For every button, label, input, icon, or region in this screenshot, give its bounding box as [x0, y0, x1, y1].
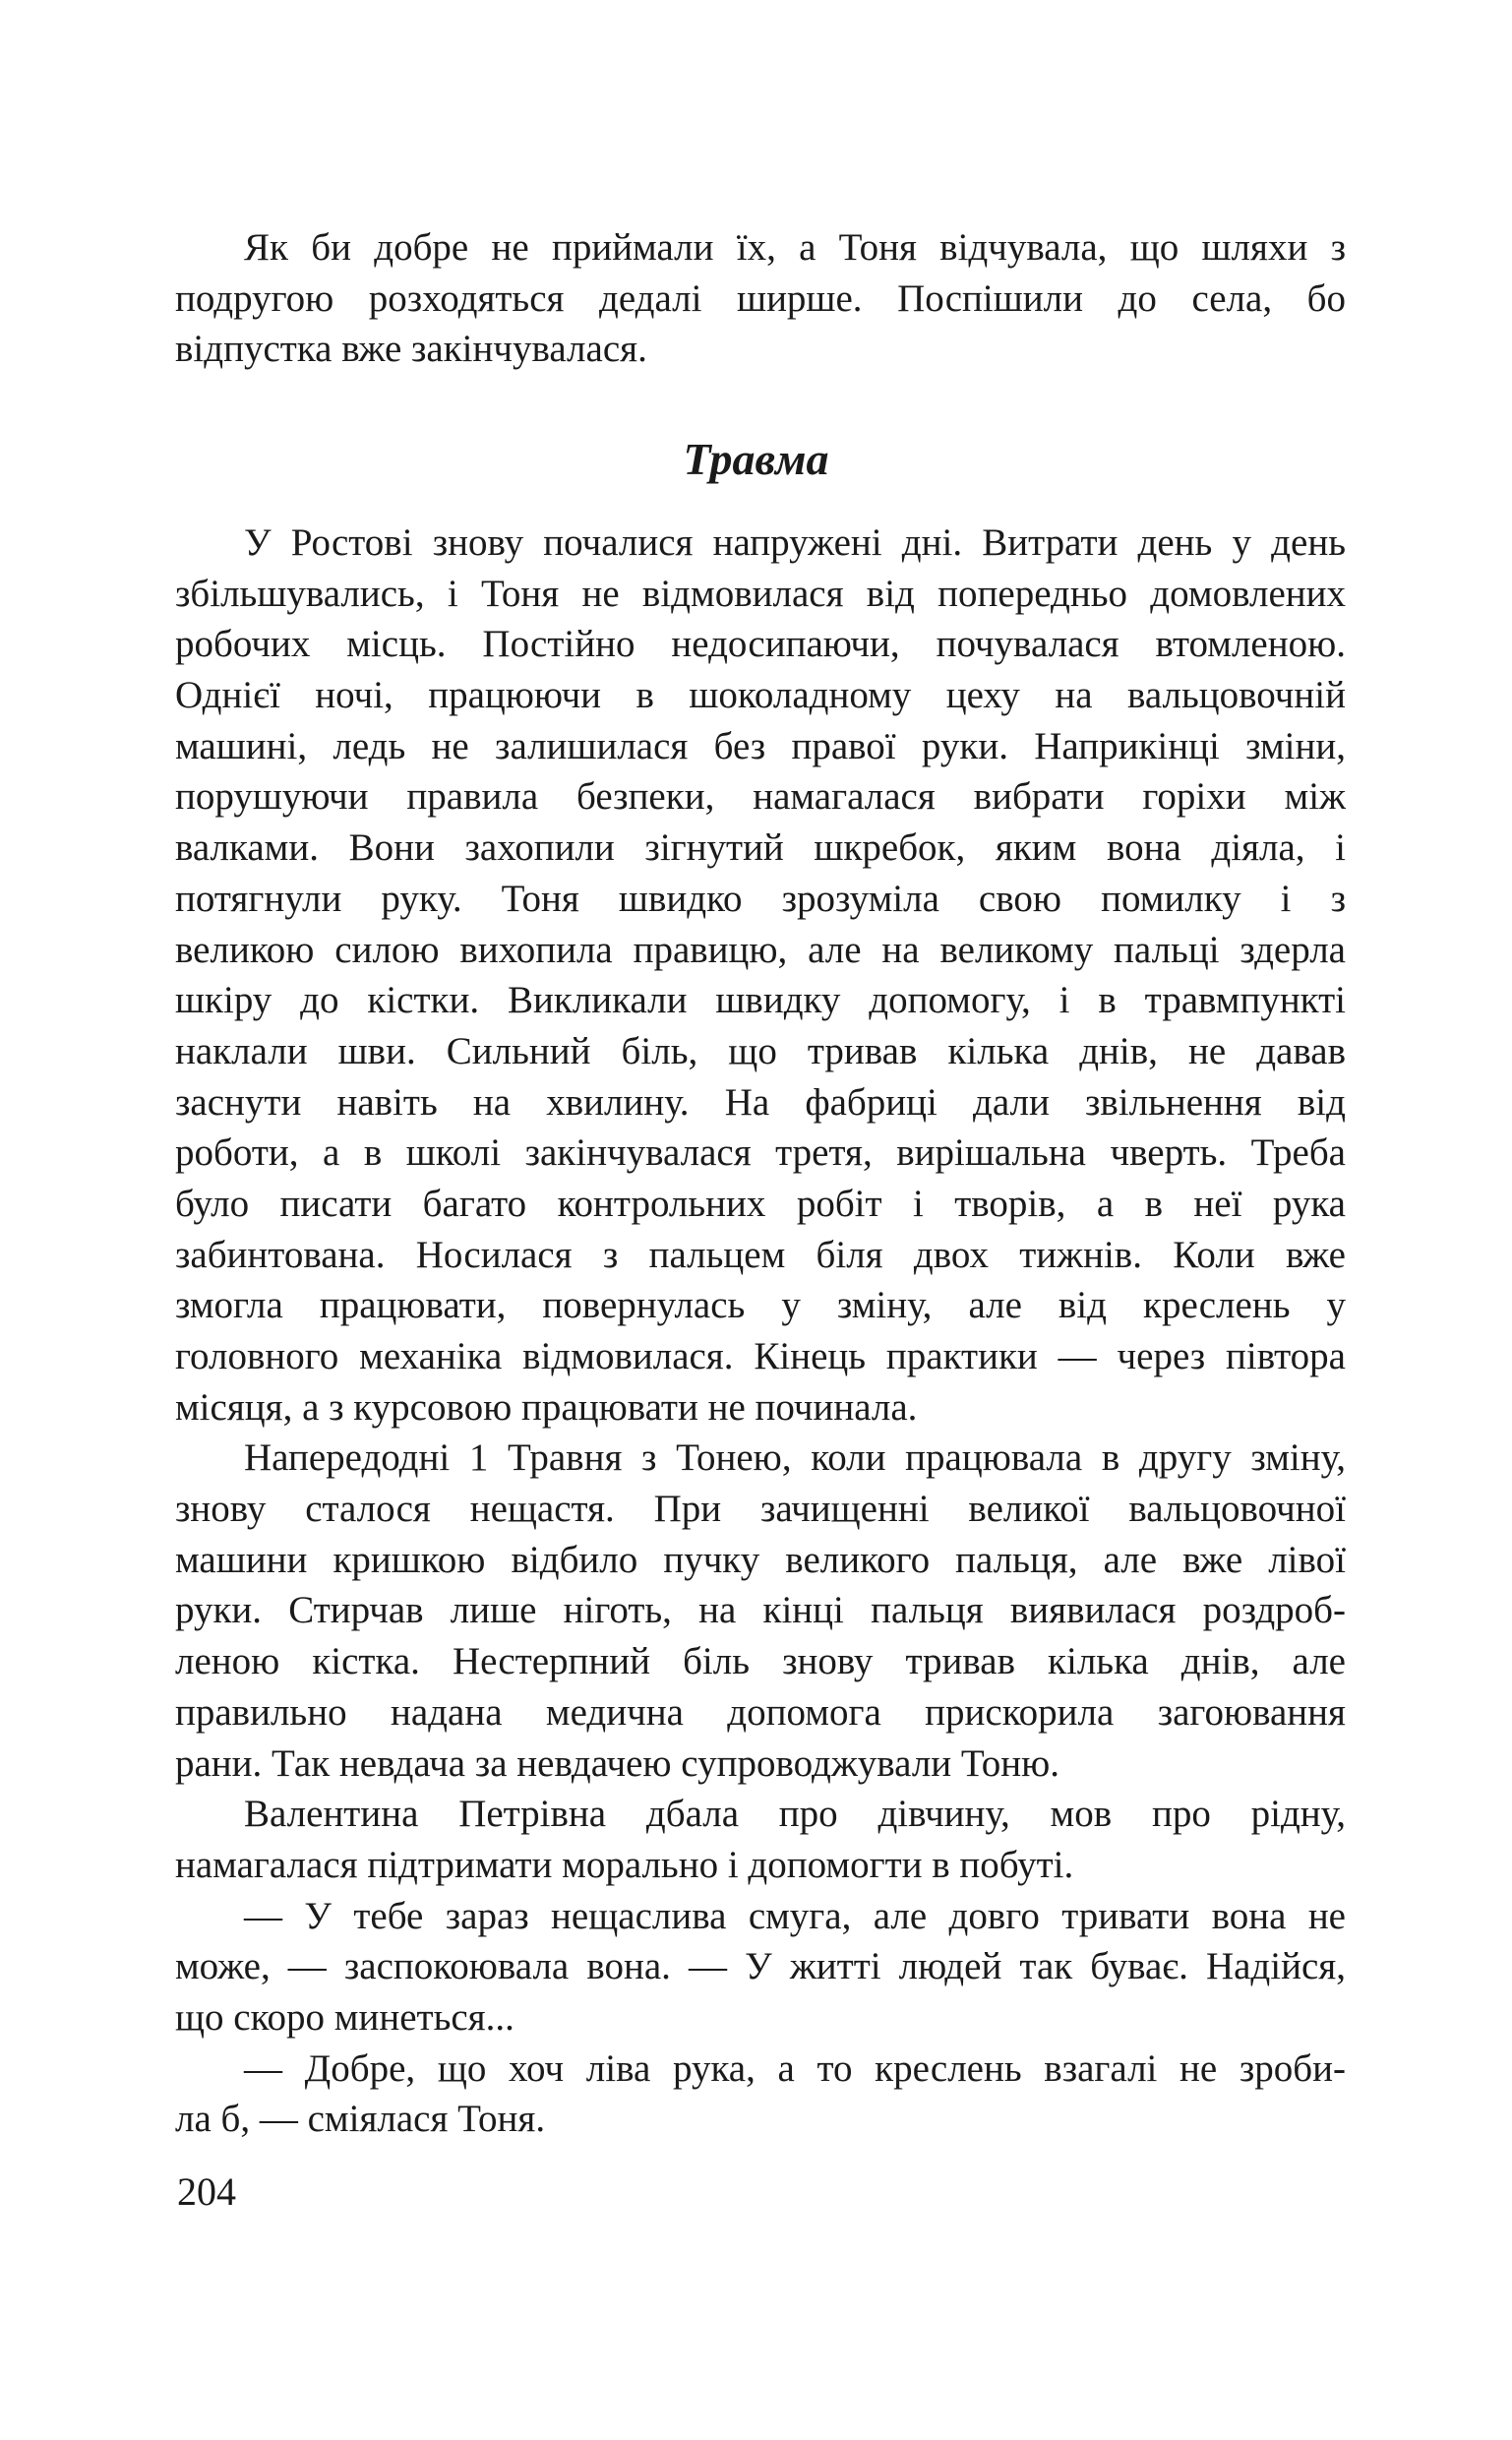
text-line: шкіру до кістки. Викликали швидку допомогу, і в травмпункті: [175, 979, 1346, 1022]
text-line: було писати багато контрольних робіт і творів, а в неї рука: [175, 1182, 1346, 1225]
text-line: машини кришкою відбило пучку великого пальця, але вже лівої: [175, 1538, 1346, 1581]
text-line: заснути навіть на хвилину. На фабриці дали звільнення від: [175, 1080, 1346, 1124]
text-line: машині, ледь не залишилася без правої руки. Наприкінці зміни,: [175, 724, 1346, 767]
text-line: забинтована. Носилася з пальцем біля двох тижнів. Коли вже: [175, 1233, 1346, 1276]
text-line: ла б, — сміялася Тоня.: [175, 2098, 546, 2141]
text-line: місяця, а з курсовою працювати не починала.: [175, 1385, 918, 1429]
text-line: збільшувались, і Тоня не відмовилася від попередньо домовлених: [175, 572, 1346, 615]
paragraph: [175, 2044, 1346, 2145]
text-line: знову сталося нещастя. При зачищенні великої вальцовочної: [175, 1488, 1346, 1531]
text-line: потягнули руку. Тоня швидко зрозуміла свою помилку і з: [175, 877, 1346, 920]
text-line: подругою розходяться дедалі ширше. Поспішили до села, бо: [175, 276, 1346, 320]
paragraph: [175, 1789, 1346, 1890]
text-line: роботи, а в школі закінчувалася третя, вирішальна чверть. Треба: [175, 1131, 1346, 1175]
intro-text: [175, 222, 1346, 375]
text-line: наклали шви. Сильний біль, що тривав кілька днів, не давав: [175, 1029, 1346, 1072]
text-line: Напередодні 1 Травня з Тонею, коли працювала в другу зміну,: [244, 1436, 1346, 1480]
text-line: головного механіка відмовилася. Кінець практики — через півтора: [175, 1335, 1346, 1377]
text-line: порушуючи правила безпеки, намагалася вибрати горіхи між: [175, 775, 1346, 819]
paragraph: [175, 1433, 1346, 1789]
section-body: [175, 518, 1346, 2145]
text-line: леною кістка. Нестерпний біль знову тривав кілька днів, але: [175, 1640, 1346, 1683]
text-line: робочих місць. Постійно недосипаючи, почувалася втомленою.: [175, 623, 1346, 666]
text-line: руки. Стирчав лише ніготь, на кінці пальця виявилася роздроб-: [175, 1589, 1346, 1632]
text-line: великою силою вихопила правицю, але на великому пальці здерла: [175, 928, 1346, 971]
text-line: — Добре, що хоч ліва рука, а то креслень взагалі не зроби-: [244, 2046, 1346, 2090]
paragraph: [175, 222, 1346, 375]
text-line: У Ростові знову почалися напружені дні. Витрати день у день: [244, 521, 1346, 564]
text-line: відпустка вже закінчувалася.: [175, 328, 647, 371]
text-line: змогла працювати, повернулась у зміну, але від креслень у: [175, 1284, 1346, 1327]
text-line: намагалася підтримати морально і допомогти в побуті.: [175, 1843, 1074, 1886]
text-line: Однієї ночі, працюючи в шоколадному цеху на вальцовочній: [175, 674, 1346, 717]
text-line: може, — заспокоювала вона. — У житті людей так буває. Надійся,: [175, 1945, 1346, 1988]
text-line: валками. Вони захопили зігнутий шкребок, яким вона діяла, і: [175, 826, 1346, 870]
text-line: — У тебе зараз нещаслива смуга, але довго тривати вона не: [244, 1894, 1346, 1937]
text-line: що скоро минеться...: [175, 1995, 514, 2039]
text-line: Валентина Петрівна дбала про дівчину, мов про рідну,: [244, 1793, 1346, 1836]
paragraph: [175, 518, 1346, 1433]
text-line: Як би добре не приймали їх, а Тоня відчувала, що шляхи з: [244, 226, 1346, 269]
paragraph: [175, 1891, 1346, 2044]
page-number: 204: [177, 2169, 236, 2214]
text-line: рани. Так невдача за невдачею супроводжували Тоню.: [175, 1741, 1060, 1785]
section-heading: Травма: [683, 434, 829, 484]
text-line: правильно надана медична допомога прискорила загоювання: [175, 1690, 1346, 1734]
